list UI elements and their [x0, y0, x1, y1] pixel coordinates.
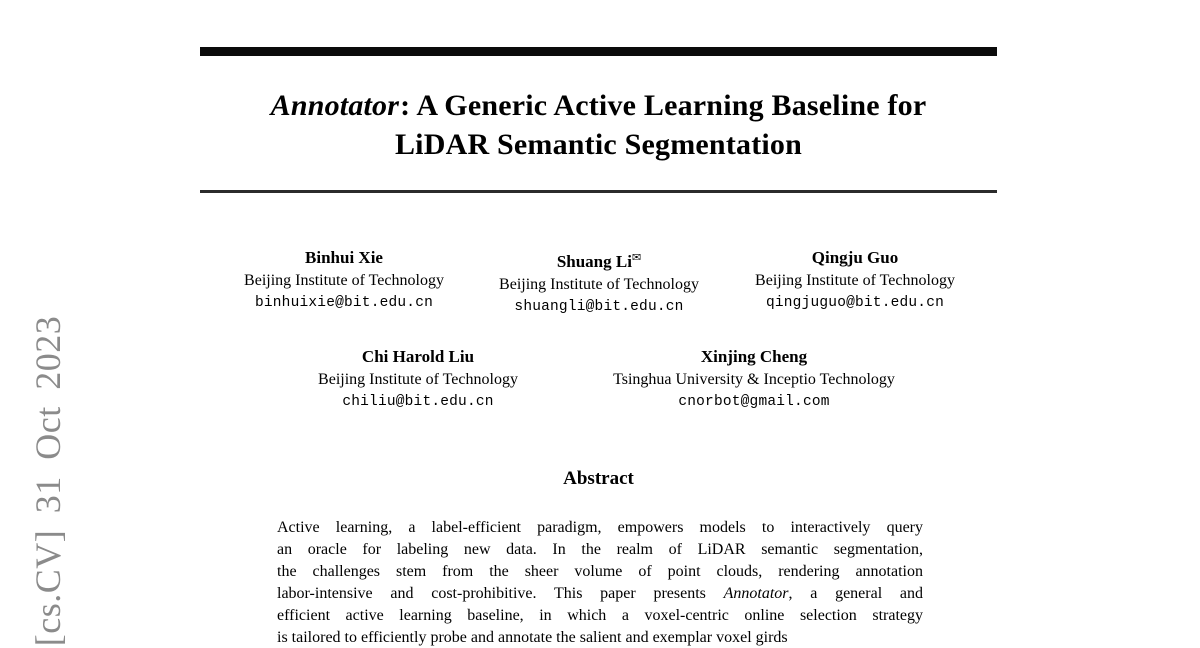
author-qingju-guo — [755, 246, 955, 315]
abstract-italic-word: Annotator — [723, 585, 789, 602]
abstract-text — [277, 517, 923, 648]
author-name-text: Shuang Li — [556, 252, 632, 271]
title-separator-rule — [200, 190, 997, 193]
title-italic-word: Annotator — [270, 89, 400, 122]
abstract-heading: Abstract — [563, 468, 634, 489]
author-affiliation: Beijing Institute of Technology — [755, 272, 955, 289]
author-binhui-xie — [244, 246, 444, 315]
author-email: chiliu@bit.edu.cn — [342, 394, 494, 410]
title-line2: LiDAR Semantic Segmentation — [394, 128, 803, 161]
top-rule — [200, 47, 997, 56]
author-email: binhuixie@bit.edu.cn — [254, 295, 434, 311]
abstract-line: is tailored to efficiently probe and annotate the salient and exemplar voxel girds — [277, 629, 788, 646]
title-line1-rest: : A Generic Active Learning Baseline for — [400, 89, 927, 122]
corresponding-author-envelope-icon: ✉ — [631, 251, 642, 264]
author-email: qingjuguo@bit.edu.cn — [765, 295, 945, 311]
arxiv-stamp: [cs.CV] 31 Oct 2023 — [28, 315, 68, 647]
paper-title — [200, 86, 997, 164]
author-affiliation: Tsinghua University & Inceptio Technology — [613, 371, 895, 388]
author-affiliation: Beijing Institute of Technology — [318, 371, 518, 388]
author-name: Qingju Guo — [811, 248, 899, 267]
abstract-line-pre: labor-intensive and cost-prohibitive. This paper presents — [277, 585, 724, 602]
abstract-line-post: , a general and — [788, 585, 923, 602]
author-name: Binhui Xie — [305, 248, 383, 267]
abstract-line — [277, 583, 923, 605]
abstract-line: Active learning, a label-efficient paradigm, empowers models to interactively query — [277, 519, 923, 536]
abstract-line: the challenges stem from the sheer volume of point clouds, rendering annotation — [277, 563, 923, 580]
author-name — [499, 246, 699, 274]
abstract-line: efficient active learning baseline, in which a voxel-centric online selection strategy — [277, 607, 923, 624]
author-shuang-li — [499, 246, 699, 319]
author-name: Chi Harold Liu — [361, 347, 475, 366]
author-chi-harold-liu — [318, 345, 518, 414]
author-name: Xinjing Cheng — [700, 347, 808, 366]
author-affiliation: Beijing Institute of Technology — [499, 276, 699, 293]
author-affiliation: Beijing Institute of Technology — [244, 272, 444, 289]
author-xinjing-cheng — [613, 345, 895, 414]
abstract-line: an oracle for labeling new data. In the realm of LiDAR semantic segmentation, — [277, 541, 923, 558]
author-email: shuangli@bit.edu.cn — [514, 299, 684, 315]
author-email: cnorbot@gmail.com — [678, 394, 830, 410]
